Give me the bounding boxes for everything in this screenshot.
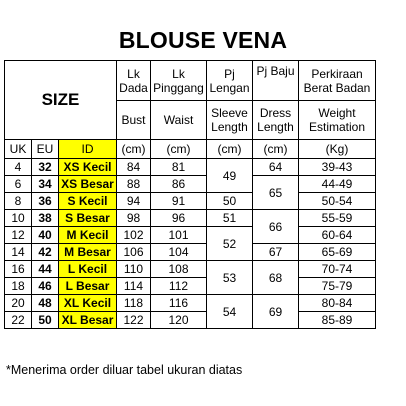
- eu-cell: 40: [32, 227, 59, 244]
- sleeve-cell: 49: [207, 159, 253, 193]
- waist-cell: 86: [151, 176, 207, 193]
- eu-cell: 48: [32, 295, 59, 312]
- weight-cell: 75-79: [299, 278, 376, 295]
- eu-cell: 44: [32, 261, 59, 278]
- weight-cell: 80-84: [299, 295, 376, 312]
- uk-cell: 10: [5, 210, 32, 227]
- bust-local-header: Lk Dada: [117, 61, 151, 101]
- table-row: [5, 261, 376, 278]
- waist-cell: 120: [151, 312, 207, 329]
- table-row: [5, 193, 376, 210]
- dress-local-header: Pj Baju: [253, 61, 299, 101]
- eu-cell: 50: [32, 312, 59, 329]
- sleeve-cell: 54: [207, 295, 253, 329]
- eu-cell: 46: [32, 278, 59, 295]
- waist-cell: 91: [151, 193, 207, 210]
- waist-cell: 81: [151, 159, 207, 176]
- uk-cell: 20: [5, 295, 32, 312]
- bust-cell: 102: [117, 227, 151, 244]
- waist-unit: (cm): [151, 140, 207, 159]
- bust-cell: 94: [117, 193, 151, 210]
- footnote: *Menerima order diluar tabel ukuran diatas: [6, 363, 243, 377]
- bust-cell: 118: [117, 295, 151, 312]
- dress-cell: 67: [253, 244, 299, 261]
- waist-local-header: Lk Pinggang: [151, 61, 207, 101]
- sleeve-cell: 52: [207, 227, 253, 261]
- weight-header: Weight Estimation: [299, 101, 376, 140]
- bust-header: Bust: [117, 101, 151, 140]
- table-row: [5, 278, 376, 295]
- weight-unit: (Kg): [299, 140, 376, 159]
- waist-cell: 101: [151, 227, 207, 244]
- uk-cell: 6: [5, 176, 32, 193]
- dress-header: Dress Length: [253, 101, 299, 140]
- waist-cell: 108: [151, 261, 207, 278]
- dress-unit: (cm): [253, 140, 299, 159]
- weight-cell: 44-49: [299, 176, 376, 193]
- uk-cell: 8: [5, 193, 32, 210]
- header-row-labels: [5, 61, 376, 101]
- header-row-units: [5, 140, 376, 159]
- dress-cell: 65: [253, 176, 299, 210]
- uk-header: UK: [5, 140, 32, 159]
- weight-cell: 55-59: [299, 210, 376, 227]
- waist-header: Waist: [151, 101, 207, 140]
- uk-cell: 12: [5, 227, 32, 244]
- eu-cell: 42: [32, 244, 59, 261]
- table-row: [5, 295, 376, 312]
- chart-title: BLOUSE VENA: [118, 27, 288, 53]
- dress-cell: 64: [253, 159, 299, 176]
- uk-cell: 4: [5, 159, 32, 176]
- dress-cell: 69: [253, 295, 299, 329]
- uk-cell: 18: [5, 278, 32, 295]
- size-header: SIZE: [5, 61, 117, 140]
- weight-cell: 70-74: [299, 261, 376, 278]
- id-cell: XS Besar: [59, 176, 117, 193]
- id-cell: M Kecil: [59, 227, 117, 244]
- table-row: [5, 176, 376, 193]
- table-row: [5, 159, 376, 176]
- sleeve-cell: 51: [207, 210, 253, 227]
- uk-cell: 14: [5, 244, 32, 261]
- sleeve-cell: 53: [207, 261, 253, 295]
- id-cell: S Besar: [59, 210, 117, 227]
- waist-cell: 112: [151, 278, 207, 295]
- bust-unit: (cm): [117, 140, 151, 159]
- weight-local-header: Perkiraan Berat Badan: [299, 61, 376, 101]
- size-chart-table: [4, 60, 376, 329]
- table-row: [5, 227, 376, 244]
- bust-cell: 84: [117, 159, 151, 176]
- table-row: [5, 210, 376, 227]
- uk-cell: 22: [5, 312, 32, 329]
- eu-header: EU: [32, 140, 59, 159]
- waist-cell: 116: [151, 295, 207, 312]
- dress-cell: 68: [253, 261, 299, 295]
- table-row: [5, 244, 376, 261]
- dress-cell: 66: [253, 210, 299, 244]
- uk-cell: 16: [5, 261, 32, 278]
- weight-cell: 39-43: [299, 159, 376, 176]
- table-row: [5, 312, 376, 329]
- sleeve-local-header: Pj Lengan: [207, 61, 253, 101]
- id-cell: XS Kecil: [59, 159, 117, 176]
- sleeve-cell: 50: [207, 193, 253, 210]
- bust-cell: 98: [117, 210, 151, 227]
- id-cell: S Kecil: [59, 193, 117, 210]
- waist-cell: 104: [151, 244, 207, 261]
- weight-cell: 50-54: [299, 193, 376, 210]
- bust-cell: 122: [117, 312, 151, 329]
- waist-cell: 96: [151, 210, 207, 227]
- id-cell: L Besar: [59, 278, 117, 295]
- weight-cell: 60-64: [299, 227, 376, 244]
- id-cell: M Besar: [59, 244, 117, 261]
- weight-cell: 85-89: [299, 312, 376, 329]
- eu-cell: 36: [32, 193, 59, 210]
- sleeve-unit: (cm): [207, 140, 253, 159]
- id-cell: XL Besar: [59, 312, 117, 329]
- id-cell: L Kecil: [59, 261, 117, 278]
- eu-cell: 38: [32, 210, 59, 227]
- id-cell: XL Kecil: [59, 295, 117, 312]
- bust-cell: 106: [117, 244, 151, 261]
- bust-cell: 88: [117, 176, 151, 193]
- eu-cell: 32: [32, 159, 59, 176]
- id-header: ID: [59, 140, 117, 159]
- sleeve-header: Sleeve Length: [207, 101, 253, 140]
- bust-cell: 114: [117, 278, 151, 295]
- bust-cell: 110: [117, 261, 151, 278]
- eu-cell: 34: [32, 176, 59, 193]
- weight-cell: 65-69: [299, 244, 376, 261]
